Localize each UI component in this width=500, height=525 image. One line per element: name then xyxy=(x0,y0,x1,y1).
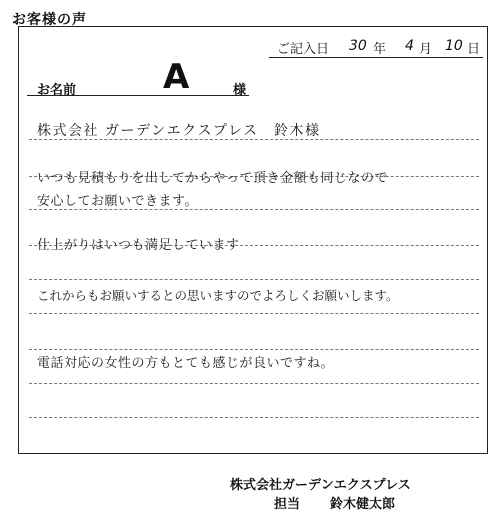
feedback-form xyxy=(18,26,488,454)
date-year-unit: 年 xyxy=(373,42,387,57)
date-month: 4 xyxy=(405,38,414,54)
handwritten-line: いつも見積もりを出してからやって頂き金額も同じなので xyxy=(37,171,389,186)
handwritten-line: これからもお願いするとの思いますのでよろしくお願いします。 xyxy=(37,288,399,303)
ruled-line xyxy=(29,313,479,314)
ruled-line xyxy=(29,417,479,418)
date-month-unit: 月 xyxy=(419,42,433,57)
date-prefix: ご記入日 xyxy=(277,42,330,57)
handwritten-line: 電話対応の女性の方もとても感じが良いですね。 xyxy=(37,356,335,371)
handwritten-line: 安心してお願いできます。 xyxy=(37,194,198,209)
footer-staff-role: 担当 xyxy=(274,497,301,512)
handwritten-line: 株式会社 ガーデンエクスプレス 鈴木様 xyxy=(37,123,321,139)
ruled-line xyxy=(29,383,479,384)
name-suffix: 様 xyxy=(233,83,247,98)
ruled-line xyxy=(29,349,479,350)
footer-staff-name: 鈴木健太郎 xyxy=(330,497,396,512)
ruled-line xyxy=(29,209,479,210)
date-year: 30 xyxy=(349,38,367,54)
name-field xyxy=(27,57,249,98)
page-title: お客様の声 xyxy=(12,12,87,28)
date-field xyxy=(269,37,483,58)
name-label: お名前 xyxy=(37,83,77,98)
footer-company: 株式会社ガーデンエクスプレス xyxy=(230,478,411,493)
name-value: A xyxy=(163,57,190,97)
handwritten-line: 仕上がりはいつも満足しています xyxy=(37,238,240,253)
date-day-unit: 日 xyxy=(467,42,481,57)
date-day: 10 xyxy=(445,38,463,54)
ruled-line xyxy=(29,279,479,280)
